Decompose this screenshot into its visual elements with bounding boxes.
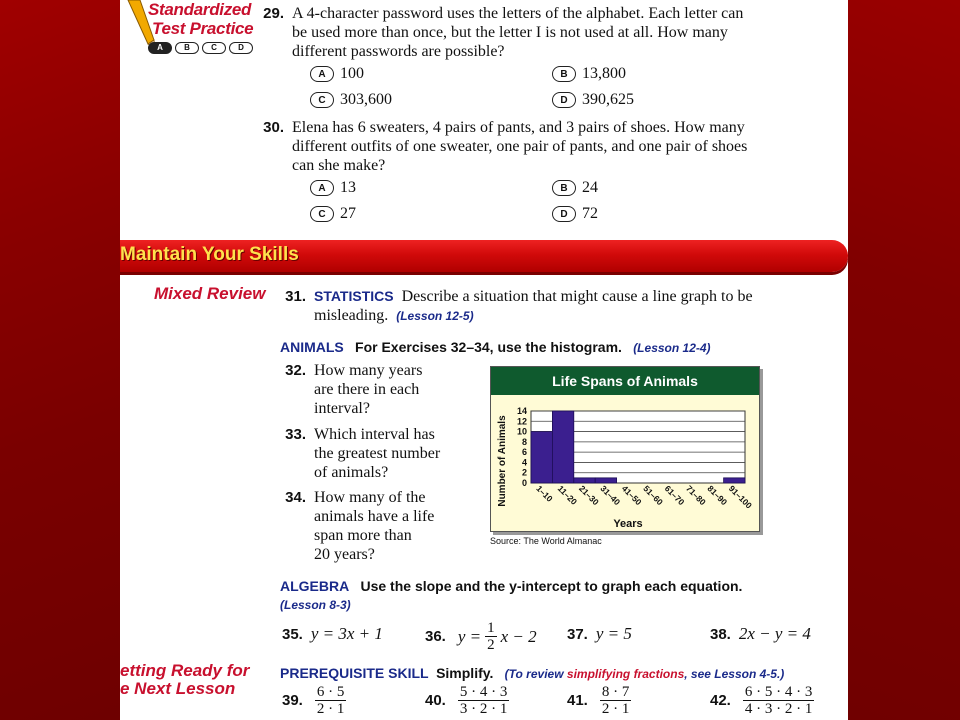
getting-ready-heading bbox=[120, 662, 249, 698]
question-number: 32. bbox=[285, 362, 306, 379]
answer-bubble[interactable]: A bbox=[310, 66, 334, 82]
animals-instruction bbox=[280, 339, 711, 357]
fraction bbox=[743, 684, 815, 717]
fraction-numerator: 1 bbox=[487, 620, 495, 636]
fraction-numerator: 5 · 4 · 3 bbox=[459, 684, 508, 700]
histogram-chart bbox=[491, 395, 759, 531]
x-tick-label: 81–90 bbox=[705, 483, 730, 508]
question-line: are there in each bbox=[314, 381, 420, 398]
fraction-numerator: 8 · 7 bbox=[601, 684, 630, 700]
standardized-test-practice-logo bbox=[148, 0, 253, 38]
question-text bbox=[314, 361, 422, 418]
answer-bubble[interactable]: C bbox=[310, 92, 334, 108]
maintain-skills-banner bbox=[120, 240, 848, 272]
question-text bbox=[292, 4, 743, 61]
topic-label: PREREQUISITE SKILL bbox=[280, 665, 429, 681]
y-tick-label: 4 bbox=[521, 457, 527, 468]
mixed-review-heading: Mixed Review bbox=[154, 284, 266, 303]
instruction-text: Simplify. bbox=[436, 665, 494, 681]
choice-text: 24 bbox=[582, 179, 598, 196]
chart-source: Source: The World Almanac bbox=[490, 536, 602, 546]
choice-text: 72 bbox=[582, 205, 598, 222]
y-tick-label: 6 bbox=[521, 447, 527, 458]
choice-30-d[interactable] bbox=[552, 205, 598, 223]
lesson-ref: (To review bbox=[504, 667, 567, 681]
question-number: 40. bbox=[425, 692, 446, 709]
question-34 bbox=[282, 488, 434, 564]
x-tick-label: 31–40 bbox=[598, 483, 623, 508]
choice-text: 100 bbox=[340, 65, 364, 82]
question-line: How many years bbox=[314, 362, 423, 379]
histogram-bar bbox=[552, 411, 573, 483]
fraction-denominator: 2 · 1 bbox=[316, 701, 345, 717]
x-tick-label: 61–70 bbox=[662, 483, 687, 508]
question-line: misleading. bbox=[314, 307, 389, 324]
lesson-ref: (Lesson 12-5) bbox=[396, 309, 474, 323]
question-number: 30. bbox=[263, 119, 284, 136]
question-line: interval? bbox=[314, 400, 370, 417]
question-number: 34. bbox=[285, 489, 306, 506]
logo-bubble: B bbox=[175, 42, 199, 54]
fraction-40 bbox=[425, 684, 509, 717]
fraction-39 bbox=[282, 684, 346, 717]
x-tick-label: 21–30 bbox=[577, 483, 601, 508]
answer-bubble[interactable]: B bbox=[552, 180, 576, 196]
question-number: 29. bbox=[263, 5, 284, 22]
fraction bbox=[458, 684, 510, 717]
question-line: A 4-character password uses the letters of the alphabet. Each letter can bbox=[292, 5, 744, 22]
getting-ready-line: etting Ready for bbox=[120, 661, 250, 680]
histogram-bar bbox=[574, 478, 595, 483]
x-tick-label: 71–80 bbox=[684, 483, 708, 508]
algebra-instruction bbox=[280, 578, 742, 596]
equation-text: y = bbox=[457, 626, 482, 646]
logo-line1: Standardized bbox=[148, 0, 252, 19]
y-tick-label: 8 bbox=[521, 436, 527, 447]
y-tick-label: 10 bbox=[516, 426, 527, 437]
fraction-numerator: 6 · 5 · 4 · 3 bbox=[744, 684, 813, 700]
topic-label: ALGEBRA bbox=[280, 578, 350, 594]
answer-bubble[interactable]: A bbox=[310, 180, 334, 196]
equation-35 bbox=[282, 624, 383, 644]
question-text bbox=[314, 488, 434, 564]
question-line: can she make? bbox=[292, 157, 386, 174]
choice-text: 13 bbox=[340, 179, 356, 196]
choice-text: 390,625 bbox=[582, 91, 634, 108]
question-number: 36. bbox=[425, 628, 446, 645]
question-number: 42. bbox=[710, 692, 731, 709]
fraction-denominator: 2 · 1 bbox=[601, 701, 630, 717]
fraction-42 bbox=[710, 684, 814, 717]
choice-29-a[interactable] bbox=[310, 65, 364, 83]
textbook-page bbox=[120, 0, 848, 720]
question-line: animals have a life bbox=[314, 508, 435, 525]
fraction bbox=[600, 684, 632, 717]
instruction-text: For Exercises 32–34, use the histogram. bbox=[355, 339, 622, 355]
question-number: 35. bbox=[282, 626, 303, 643]
question-number: 33. bbox=[285, 426, 306, 443]
question-line: different passwords are possible? bbox=[292, 43, 505, 60]
choice-30-c[interactable] bbox=[310, 205, 356, 223]
lesson-ref-highlight: simplifying fractions bbox=[566, 667, 685, 681]
question-line: 20 years? bbox=[314, 546, 375, 563]
answer-bubble[interactable]: C bbox=[310, 206, 334, 222]
lesson-ref: , see Lesson 4-5.) bbox=[684, 667, 785, 681]
histogram-bar bbox=[531, 432, 552, 483]
equation-36 bbox=[425, 620, 537, 653]
choice-29-d[interactable] bbox=[552, 91, 634, 109]
question-text bbox=[314, 425, 440, 482]
lesson-ref: (Lesson 8-3) bbox=[280, 598, 351, 612]
logo-line2: Test Practice bbox=[152, 19, 254, 38]
logo-bubble: C bbox=[202, 42, 226, 54]
question-line: the greatest number bbox=[314, 445, 441, 462]
question-number: 38. bbox=[710, 626, 731, 643]
question-line: be used more than once, but the letter I is not used at all. How many bbox=[292, 24, 728, 41]
question-30 bbox=[260, 118, 747, 175]
x-tick-label: 11–20 bbox=[555, 483, 580, 507]
y-tick-label: 2 bbox=[521, 467, 527, 478]
answer-bubble[interactable]: D bbox=[552, 92, 576, 108]
question-number: 37. bbox=[567, 626, 588, 643]
x-axis-title: Years bbox=[613, 518, 643, 530]
question-number: 41. bbox=[567, 692, 588, 709]
choice-30-a[interactable] bbox=[310, 179, 356, 197]
question-line: Which interval has bbox=[314, 426, 435, 443]
question-line: Describe a situation that might cause a line graph to be bbox=[401, 288, 753, 305]
x-tick-label: 1–10 bbox=[534, 483, 555, 504]
fraction bbox=[315, 684, 347, 717]
answer-bubble[interactable]: B bbox=[552, 66, 576, 82]
y-tick-label: 14 bbox=[516, 406, 527, 416]
question-33 bbox=[282, 425, 440, 482]
choice-text: 303,600 bbox=[340, 91, 392, 108]
prereq-instruction bbox=[280, 665, 784, 683]
x-tick-label: 41–50 bbox=[619, 483, 644, 508]
equation-text: 2x − y = 4 bbox=[738, 624, 811, 643]
equation-text: y = 3x + 1 bbox=[310, 624, 383, 643]
getting-ready-line: e Next Lesson bbox=[120, 679, 236, 698]
equation-37 bbox=[567, 624, 632, 644]
fraction-41 bbox=[567, 684, 631, 717]
logo-bubbles bbox=[148, 42, 253, 54]
choice-29-b[interactable] bbox=[552, 65, 626, 83]
equation-text: y = 5 bbox=[595, 624, 632, 643]
y-tick-label: 12 bbox=[516, 416, 527, 427]
logo-bubble: A bbox=[148, 42, 172, 54]
question-line: span more than bbox=[314, 527, 412, 544]
y-axis-title: Number of Animals bbox=[497, 415, 508, 507]
equation-text: x − 2 bbox=[500, 626, 537, 646]
question-line: of animals? bbox=[314, 464, 389, 481]
lesson-ref: (Lesson 12-4) bbox=[633, 341, 711, 355]
fraction-numerator: 6 · 5 bbox=[316, 684, 345, 700]
question-number: 31. bbox=[285, 288, 306, 305]
fraction-denominator: 4 · 3 · 2 · 1 bbox=[744, 701, 813, 717]
chart-title: Life Spans of Animals bbox=[491, 367, 759, 395]
topic-label: ANIMALS bbox=[280, 339, 344, 355]
question-31 bbox=[282, 287, 753, 326]
instruction-text: Use the slope and the y-intercept to graph each equation. bbox=[360, 578, 743, 594]
question-text bbox=[314, 287, 753, 326]
choice-text: 27 bbox=[340, 205, 356, 222]
fraction-denominator: 2 bbox=[487, 637, 495, 653]
histogram-bar bbox=[724, 478, 745, 483]
logo-bubble: D bbox=[229, 42, 253, 54]
question-text bbox=[292, 118, 747, 175]
choice-text: 13,800 bbox=[582, 65, 626, 82]
y-tick-label: 0 bbox=[521, 478, 527, 488]
question-number: 39. bbox=[282, 692, 303, 709]
histogram-bar bbox=[595, 478, 616, 483]
question-29 bbox=[260, 4, 743, 61]
question-line: How many of the bbox=[314, 489, 426, 506]
equation-38 bbox=[710, 624, 811, 644]
question-32 bbox=[282, 361, 422, 418]
x-tick-label: 91–100 bbox=[726, 483, 755, 511]
banner-title: Maintain Your Skills bbox=[120, 244, 299, 265]
slide-background-right bbox=[848, 0, 960, 720]
fraction bbox=[485, 620, 497, 653]
question-line: different outfits of one sweater, one pair of pants, and one pair of shoes bbox=[292, 138, 748, 155]
choice-29-c[interactable] bbox=[310, 91, 392, 109]
histogram-panel bbox=[490, 366, 760, 532]
fraction-denominator: 3 · 2 · 1 bbox=[459, 701, 508, 717]
topic-label: STATISTICS bbox=[314, 288, 394, 304]
x-tick-label: 51–60 bbox=[641, 483, 666, 508]
choice-30-b[interactable] bbox=[552, 179, 598, 197]
question-line: Elena has 6 sweaters, 4 pairs of pants, and 3 pairs of shoes. How many bbox=[292, 119, 745, 136]
slide-background-left bbox=[0, 0, 120, 720]
answer-bubble[interactable]: D bbox=[552, 206, 576, 222]
